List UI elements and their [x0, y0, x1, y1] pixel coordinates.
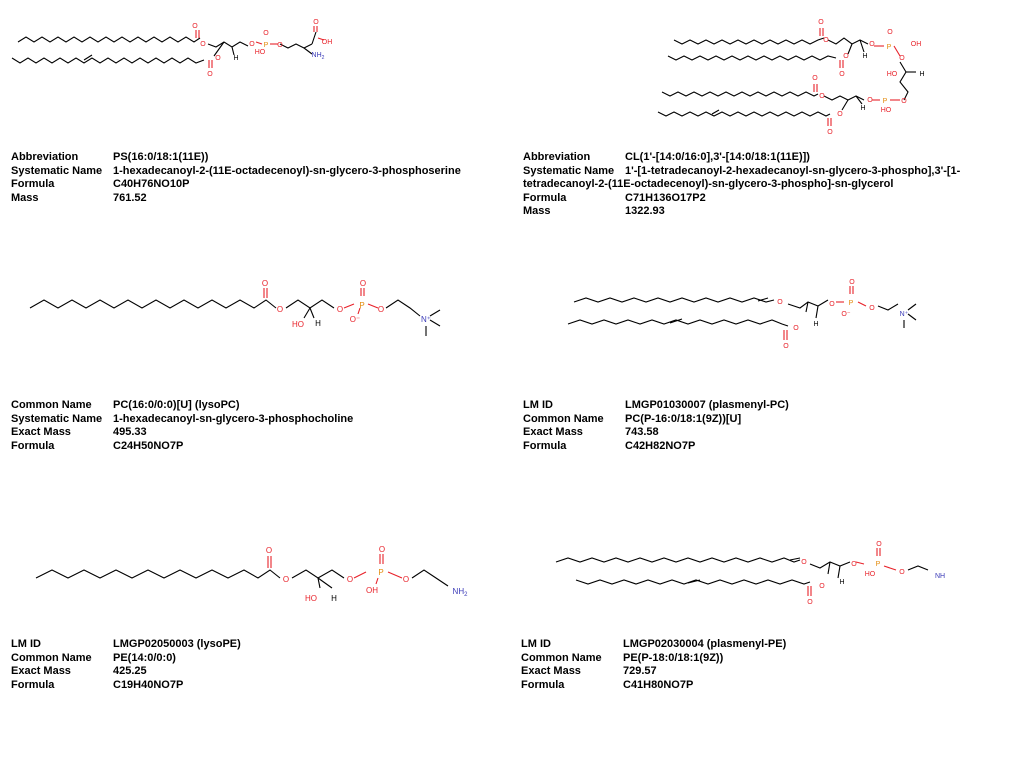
plasmenyl-pc-atom-ester-o: O: [793, 325, 799, 332]
info-row: [523, 165, 1013, 179]
ps-info-table: [11, 151, 501, 205]
info-key: Exact Mass: [521, 665, 581, 678]
cl-atom-o10: O: [827, 129, 833, 136]
ps-atom-acid-oh: OH: [321, 39, 333, 46]
info-row: [11, 679, 501, 693]
info-value: 1-hexadecanoyl-2-(11E-octadecenoyl)-sn-glycero-3-phosphoserine: [113, 164, 461, 177]
cl-atom-oh1: OH: [910, 41, 922, 48]
lysopc-atom-o-minus: O⁻: [349, 315, 361, 324]
info-value: 425.25: [113, 665, 147, 678]
info-row: [523, 440, 1013, 454]
cl-atom-o2: O: [823, 37, 829, 44]
info-value: C71H136O17P2: [625, 191, 706, 204]
info-key: Formula: [523, 191, 567, 204]
info-value: PC(P-16:0/18:1(9Z))[U]: [625, 412, 742, 425]
info-value: C19H40NO7P: [113, 678, 184, 691]
cl-structure-drawing: [512, 0, 1024, 140]
info-value: LMGP02030004 (plasmenyl-PE): [623, 638, 787, 650]
lysopc-atom-o3: O: [377, 305, 385, 314]
info-row: [523, 151, 1013, 165]
ps-atom-carbonyl-o: O: [192, 23, 198, 30]
lysope-atom-po: O: [378, 545, 386, 554]
cl-atom-o7: O: [899, 55, 905, 62]
lysope-atom-h: H: [331, 594, 337, 603]
lysopc-atom-h: H: [315, 319, 321, 328]
info-key: Exact Mass: [11, 665, 71, 678]
info-row: [521, 638, 1011, 652]
info-key: Formula: [11, 439, 55, 452]
lysope-chain: [36, 570, 280, 578]
info-value: 1322.93: [625, 205, 665, 218]
lysopc-chain: [30, 300, 276, 308]
cl-atom-o9: O: [819, 93, 825, 100]
info-value: 743.58: [625, 426, 659, 439]
info-value: 729.57: [623, 665, 657, 678]
cl-atom-o3: O: [839, 71, 845, 78]
plasmenyl-pe-atom-poh: HO: [864, 571, 876, 578]
info-value: 1'-[1-tetradecanoyl-2-hexadecanoyl-sn-glycero-3-phospho],3'-[1-: [625, 164, 961, 177]
info-row: [11, 151, 501, 165]
info-key: Abbreviation: [11, 151, 79, 163]
ps-atom-po: O: [263, 30, 269, 37]
plasmenyl-pe-atom-carbonyl-o: O: [807, 599, 813, 606]
cl-atom-o6: O: [887, 29, 893, 36]
plasmenyl-pe-atom-o2: O: [851, 561, 857, 568]
plasmenyl-pe-structure-drawing: [512, 530, 1024, 610]
cl-atom-h3: H: [860, 105, 866, 112]
info-row: [11, 426, 501, 440]
info-value: 1-hexadecanoyl-sn-glycero-3-phosphocholine: [113, 412, 354, 425]
plasmenyl-pc-info-table: [523, 399, 1013, 453]
lysopc-atom-ester-o: O: [276, 305, 284, 314]
info-key: Mass: [523, 205, 551, 218]
cl-atom-o1: O: [818, 19, 824, 26]
info-key: Formula: [523, 439, 567, 452]
lysope-info-table: [11, 638, 501, 692]
ps-structure-drawing: [0, 0, 512, 140]
lysope-atom-o3: O: [402, 575, 410, 584]
info-value: PC(16:0/0:0)[U] (lysoPC): [113, 399, 240, 411]
info-row: [11, 178, 501, 192]
info-row: [523, 426, 1013, 440]
info-key: Systematic Name: [11, 164, 103, 177]
info-value: PS(16:0/18:1(11E)): [113, 151, 209, 163]
lysope-atom-poh: OH: [366, 586, 378, 595]
cl-atom-oh2: HO: [880, 107, 892, 114]
plasmenyl-pe-atom-o3: O: [899, 569, 905, 576]
lysope-atom-carbonyl-o: O: [265, 546, 273, 555]
lysopc-info-table: [11, 399, 501, 453]
info-row: [521, 652, 1011, 666]
ps-atom-acid-o: O: [313, 19, 319, 26]
cl-atom-o4: O: [843, 53, 849, 60]
plasmenyl-pc-atom-o3: O: [869, 305, 875, 312]
info-key: LM ID: [523, 399, 553, 411]
info-value: C24H50NO7P: [113, 439, 184, 452]
plasmenyl-pe-atom-h2n: NH: [934, 573, 946, 580]
cl-chain-1: [674, 38, 824, 44]
lysopc-structure-drawing: [0, 260, 512, 360]
info-key: Common Name: [521, 651, 602, 664]
cl-atom-o11: O: [837, 111, 843, 118]
ps-atom-nh2: $NH_2$: [311, 52, 325, 61]
info-value: PE(14:0/0:0): [113, 651, 176, 664]
info-key: Formula: [11, 178, 55, 191]
cl-chain-2: [668, 56, 836, 60]
info-row: [521, 679, 1011, 693]
info-value: 761.52: [113, 191, 147, 204]
plasmenyl-pe-atom-ester-o: O: [819, 583, 825, 590]
info-key: Abbreviation: [523, 151, 591, 163]
lysopc-atom-ho: HO: [292, 320, 304, 329]
plasmenyl-pe-atom-p: P: [875, 561, 881, 568]
info-key: Mass: [11, 191, 39, 204]
info-row-continuation: tetradecanoyl-2-(11E-octadecenoyl)-sn-glycero-3-phospho]-sn-glycerol: [523, 178, 894, 191]
info-row: [523, 399, 1013, 413]
info-row: [11, 399, 501, 413]
info-value: LMGP01030007 (plasmenyl-PC): [625, 399, 789, 411]
plasmenyl-pe-sn1-chain: [556, 558, 800, 562]
ps-atom-ester-o2: O: [215, 55, 221, 62]
plasmenyl-pe-atom-h: H: [839, 579, 845, 586]
info-key: Formula: [521, 678, 565, 691]
plasmenyl-pc-sn1-chain: [574, 298, 774, 302]
ps-atom-o4: O: [277, 42, 283, 49]
ps-atom-o3: O: [249, 41, 255, 48]
info-row: [11, 165, 501, 179]
plasmenyl-pc-atom-carbonyl-o: O: [783, 343, 789, 350]
plasmenyl-pc-atom-h: H: [813, 321, 819, 328]
info-row: [523, 205, 1013, 219]
info-row: [523, 192, 1013, 206]
lysopc-atom-po: O: [359, 279, 367, 288]
plasmenyl-pe-atom-ether-o: O: [801, 559, 807, 566]
cl-chain-3: [662, 92, 818, 96]
ps-atom-p: P: [263, 42, 269, 49]
cl-atom-o8: O: [812, 75, 818, 82]
plasmenyl-pc-atom-p: P: [848, 300, 854, 307]
ps-atom-h: H: [233, 55, 239, 62]
lysopc-atom-carbonyl-o: O: [261, 279, 269, 288]
plasmenyl-pe-info-table: [521, 638, 1011, 692]
cl-atom-o12: O: [867, 97, 873, 104]
lysopc-atom-n-plus: N⁺: [421, 315, 431, 324]
cl-atom-h2: H: [919, 71, 925, 78]
lysopc-atom-p: P: [359, 301, 365, 310]
cl-atom-p1: P: [886, 44, 892, 51]
plasmenyl-pc-atom-n-plus: N⁺: [899, 311, 909, 318]
info-row: [11, 665, 501, 679]
info-key: Common Name: [11, 399, 92, 411]
ps-atom-ester-o1: O: [200, 41, 206, 48]
info-value: LMGP02050003 (lysoPE): [113, 638, 241, 650]
info-key: Common Name: [11, 651, 92, 664]
plasmenyl-pc-atom-po: O: [849, 279, 855, 286]
info-key: Exact Mass: [523, 426, 583, 439]
ps-sn2-chain: [12, 58, 204, 63]
ps-atom-poh: HO: [254, 49, 266, 56]
plasmenyl-pc-atom-ether-o: O: [777, 299, 783, 306]
info-key: LM ID: [521, 638, 551, 650]
info-row: [11, 413, 501, 427]
ps-atom-carbonyl-o2: O: [207, 71, 213, 78]
lysope-atom-ho: HO: [305, 594, 317, 603]
info-row: [11, 440, 501, 454]
info-row: [11, 192, 501, 206]
info-value: PE(P-18:0/18:1(9Z)): [623, 651, 724, 664]
plasmenyl-pc-structure-drawing: [512, 270, 1024, 360]
info-row: [11, 638, 501, 652]
info-value: C42H82NO7P: [625, 439, 696, 452]
plasmenyl-pc-atom-o-minus: O⁻: [841, 311, 851, 318]
cl-info-table: [523, 151, 1013, 219]
info-row: [521, 665, 1011, 679]
info-key: Common Name: [523, 412, 604, 425]
lysope-structure-drawing: [0, 530, 512, 620]
info-key: LM ID: [11, 638, 41, 650]
info-value: 495.33: [113, 426, 147, 439]
cl-atom-o5: O: [869, 41, 875, 48]
ps-sn1-chain: [18, 37, 200, 42]
cl-atom-p2: P: [882, 98, 888, 105]
cl-atom-ho: HO: [886, 71, 898, 78]
info-row: [523, 413, 1013, 427]
lysope-atom-p: P: [378, 568, 384, 577]
info-key: Formula: [11, 678, 55, 691]
info-value: C40H76NO10P: [113, 178, 190, 191]
info-value: CL(1'-[14:0/16:0],3'-[14:0/18:1(11E)]): [625, 151, 810, 163]
cl-chain-4: [658, 112, 830, 116]
lysope-atom-ester-o: O: [282, 575, 290, 584]
cl-atom-h1: H: [862, 53, 868, 60]
info-key: Systematic Name: [523, 164, 615, 177]
lysopc-atom-o2: O: [336, 305, 344, 314]
cl-atom-o13: O: [901, 98, 907, 105]
info-value: C41H80NO7P: [623, 678, 694, 691]
plasmenyl-pe-atom-po: O: [876, 541, 882, 548]
info-key: Exact Mass: [11, 426, 71, 439]
plasmenyl-pc-atom-o2: O: [829, 301, 835, 308]
info-row: [11, 652, 501, 666]
info-key: Systematic Name: [11, 412, 103, 425]
lysope-atom-nh2: $NH_2$: [452, 587, 468, 598]
lysope-atom-o2: O: [346, 575, 354, 584]
